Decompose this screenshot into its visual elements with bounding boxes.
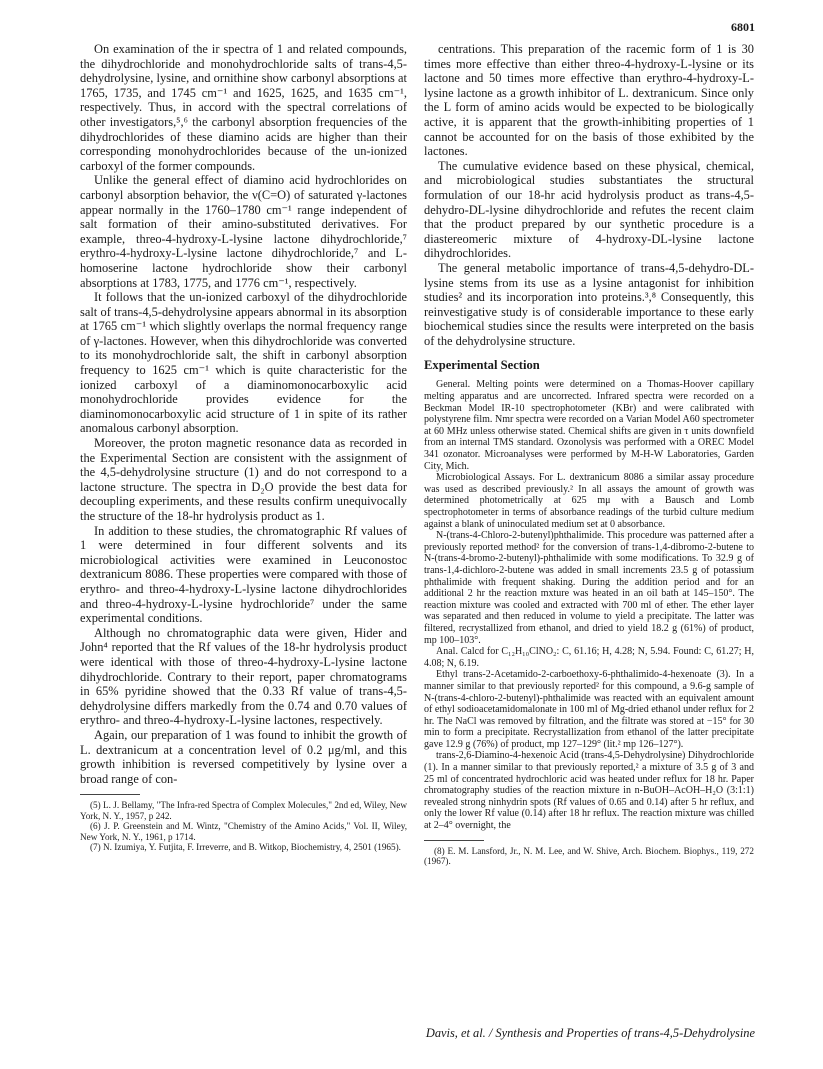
body-paragraph: The general metabolic importance of trans-4,5-dehydro-DL-lysine stems from its use as a lysine antagonist for inhibition studies² and its incorporation into proteins.³,⁸ Consequently, this reinvestigative study is of considerable importance to these early biochemical studies since the results were interpreted on the basis of the dehydrolysine structure.	[424, 260, 754, 348]
footnote: (8) E. M. Lansford, Jr., N. M. Lee, and W. Shive, Arch. Biochem. Biophys., 119, 272 (1967).	[424, 845, 754, 867]
page-number: 6801	[731, 20, 755, 34]
footnote: (6) J. P. Greenstein and M. Wintz, "Chemistry of the Amino Acids," Vol. II, Wiley, New York, N. Y., 1961, p 1714.	[80, 821, 407, 842]
left-column	[80, 42, 407, 852]
body-paragraph: Unlike the general effect of diamino acid hydrochlorides on carbonyl absorption behavior, the ν(C=O) of saturated γ-lactones appear normally in the 1760–1780 cm⁻¹ range independent of salt formation of their amino-substituted derivatives. For example, threo-4-hydroxy-L-lysine lactone dihydrochloride,⁷ erythro-4-hydroxy-L-lysine lactone dihydrochloride,⁷ and L-homoserine lactone hydrochloride show their carbonyl absorptions at 1783, 1775, and 1776 cm⁻¹, respectively.	[80, 173, 407, 290]
body-paragraph: The cumulative evidence based on these physical, chemical, and microbiological studies substantiates the structural formulation of our 18-hr acid hydrolysis product as trans-4,5-dehydro-DL-lysine dihydrochloride and refutes the recent claim that the product prepared by our synthetic procedure is a diastereomeric mixture of 4-hydroxy-DL-lysine lactone dihydrochlorides.	[424, 158, 754, 261]
body-paragraph: On examination of the ir spectra of 1 and related compounds, the dihydrochloride and monohydrochloride salts of trans-4,5-dehydrolysine, lysine, and ornithine show carbonyl absorptions at 1765, 1735, and 1745 cm⁻¹ and 1625, 1625, and 1635 cm⁻¹, respectively. Thus, in accord with the spectral correlations of other investigators,⁵,⁶ the carbonyl absorption frequencies of the dihydrochlorides of these diamino acids are higher than their corresponding monohydrochlorides because of the un-ionized carboxyl of the former compounds.	[80, 42, 407, 173]
footnote: (5) L. J. Bellamy, "The Infra-red Spectra of Complex Molecules," 2nd ed, Wiley, New York, N. Y., 1957, p 242.	[80, 800, 407, 821]
body-paragraph: In addition to these studies, the chromatographic Rf values of 1 were determined in four different solvents and its microbiological activities were examined in Leuconostoc dextranicum 8086. These properties were compared with those of erythro- and threo-4-hydroxy-L-lysine lactone dihydrochlorides and threo-4-hydroxy-L-lysine hydrochloride⁷ under the same experimental conditions.	[80, 523, 407, 626]
experimental-paragraph: trans-2,6-Diamino-4-hexenoic Acid (trans-4,5-Dehydrolysine) Dihydrochloride (1). In a manner similar to that previously reported,² a mixture of 3.5 g of 3 and 25 ml of concentrated hydrochloric acid was heated under reflux for 18 hr. Paper chromatography studies of the reaction mixture in n-BuOH–AcOH–H₂O (3:1:1) revealed strong ninhydrin spots (Rf values of 0.65 and 0.14) after 5 hr reflux, and only the lower Rf value (0.14) after 18 hr reflux. The reaction mixture was chilled at 2–4° overnight, the	[424, 750, 754, 832]
footnote-divider	[80, 794, 140, 795]
body-paragraph: Although no chromatographic data were given, Hider and John⁴ reported that the Rf values of the 18-hr hydrolysis product were identical with those of threo-4-hydroxy-L-lysine lactone dihydrochloride. Contrary to their report, paper chromatograms in 65% pyridine showed that the 0.33 Rf value of trans-4,5-dehydrolysine differs markedly from the 0.74 and 0.70 values of erythro- and threo-4-hydroxy-L-lysine lactones, respectively.	[80, 625, 407, 728]
footnote: (7) N. Izumiya, Y. Futjita, F. Irreverre, and B. Witkop, Biochemistry, 4, 2501 (1965).	[90, 841, 401, 852]
experimental-paragraph: Microbiological Assays. For L. dextranicum 8086 a similar assay procedure was used as described previously.² In all assays the amount of growth was determined photometrically at 625 mμ with a Bausch and Lomb spectrophotometer in terms of absorbance readings of the turbid culture medium against a blank of uninoculated medium set at 0 absorbance.	[424, 472, 754, 530]
right-column	[424, 42, 754, 866]
body-paragraph: Again, our preparation of 1 was found to inhibit the growth of L. dextranicum at a concentration level of 0.2 μg/ml, and this growth inhibition is reversed competitively by lysine over a broad range of con-	[80, 727, 407, 786]
body-paragraph: It follows that the un-ionized carboxyl of the dihydrochloride salt of trans-4,5-dehydrolysine appears abnormal in its absorption at 1765 cm⁻¹ which slightly overlaps the normal frequency range of γ-lactones. However, when this dihydrochloride was converted to its monohydrochloride salt, the shift in carbonyl absorption frequency to 1625 cm⁻¹ which is quite characteristic for the ionized carboxyl of a diaminomonocarboxylic acid monohydrochloride provides evidence for the diaminomonocarboxylic acid structure of 1 in spite of its rather anomalous carbonyl absorption.	[80, 290, 407, 436]
body-paragraph: Moreover, the proton magnetic resonance data as recorded in the Experimental Section are consistent with the assignment of the 4,5-dehydrolysine structure (1) and do not correspond to a lactone structure. The spectra in D₂O provide the best data for decoupling experiments, and these results confirm unequivocally the structure of the 18-hr hydrolysis product as 1.	[80, 436, 407, 523]
running-footer: Davis, et al. / Synthesis and Properties of trans-4,5-Dehydrolysine	[425, 1026, 755, 1040]
experimental-paragraph: General. Melting points were determined on a Thomas-Hoover capillary melting apparatus and are uncorrected. Infrared spectra were recorded on a Beckman Model IR-10 spectrophotometer (KBr) and were calibrated with polystyrene film. Nmr spectra were recorded on a Varian Model A60 spectrometer at 60 MHz unless otherwise stated. Chemical shifts are given in τ units downfield from an internal TMS standard. Ozonolysis was performed with a OREC Model 341 ozonator. Microanalyses were performed by M-H-W Laboratories, Garden City, Mich.	[424, 379, 754, 472]
experimental-paragraph: Ethyl trans-2-Acetamido-2-carboethoxy-6-phthalimido-4-hexenoate (3). In a manner similar to that previously reported² for this compound, a 9.6-g sample of N-(trans-4-chloro-2-butenyl)-phthalimide was reacted with an equivalent amount of ethyl sodioacetamidomalonate in 100 ml of Mg-dried ethanol under reflux for 2 hr. The NaCl was removed by filtration, and the filtrate was stored at −15° for 30 min to form a precipitate. Recrystallization from ethanol of the latter precipitate gave 12.9 g (76%) of product, mp 127–129° (lit.² mp 126–127°).	[424, 669, 754, 750]
section-heading: Experimental Section	[424, 358, 540, 373]
experimental-paragraph: N-(trans-4-Chloro-2-butenyl)phthalimide. This procedure was patterned after a previously reported method² for the conversion of trans-1,4-dibromo-2-butene to N-(trans-4-bromo-2-butenyl)-phthalimide with some modifications. To 32.9 g of trans-1,4-dichloro-2-butene was added in small increments 23.5 g of potassium phthalimide with frequent shaking. During the addition period and for an additional 2 hr the reaction mxture was heated in an oil bath at 145–150°. The reaction mixture was cooled and extracted with 700 ml of ether. The ether layer was separated and then reduced in volume to yield a precipitate. The latter was filtered, recrystallized from ethanol, and dried to yield 18.2 g (61%) of product, mp 100–103°.	[424, 530, 754, 646]
experimental-paragraph: Anal. Calcd for C₁₂H₁₀ClNO₂: C, 61.16; H, 4.28; N, 5.94. Found: C, 61.27; H, 4.08; N, 6.19.	[424, 646, 754, 669]
footnote-divider	[424, 840, 484, 841]
body-paragraph: centrations. This preparation of the racemic form of 1 is 30 times more effective than either threo-4-hydroxy-L-lysine or its lactone and 50 times more effective than erythro-4-hydroxy-L-lysine lactone as a growth inhibitor of L. dextranicum. Since only the L form of amino acids would be expected to be biologically active, it is apparent that the growth-inhibiting properties of 1 cannot be accounted for on the basis of those exhibited by the lactones.	[424, 42, 754, 159]
